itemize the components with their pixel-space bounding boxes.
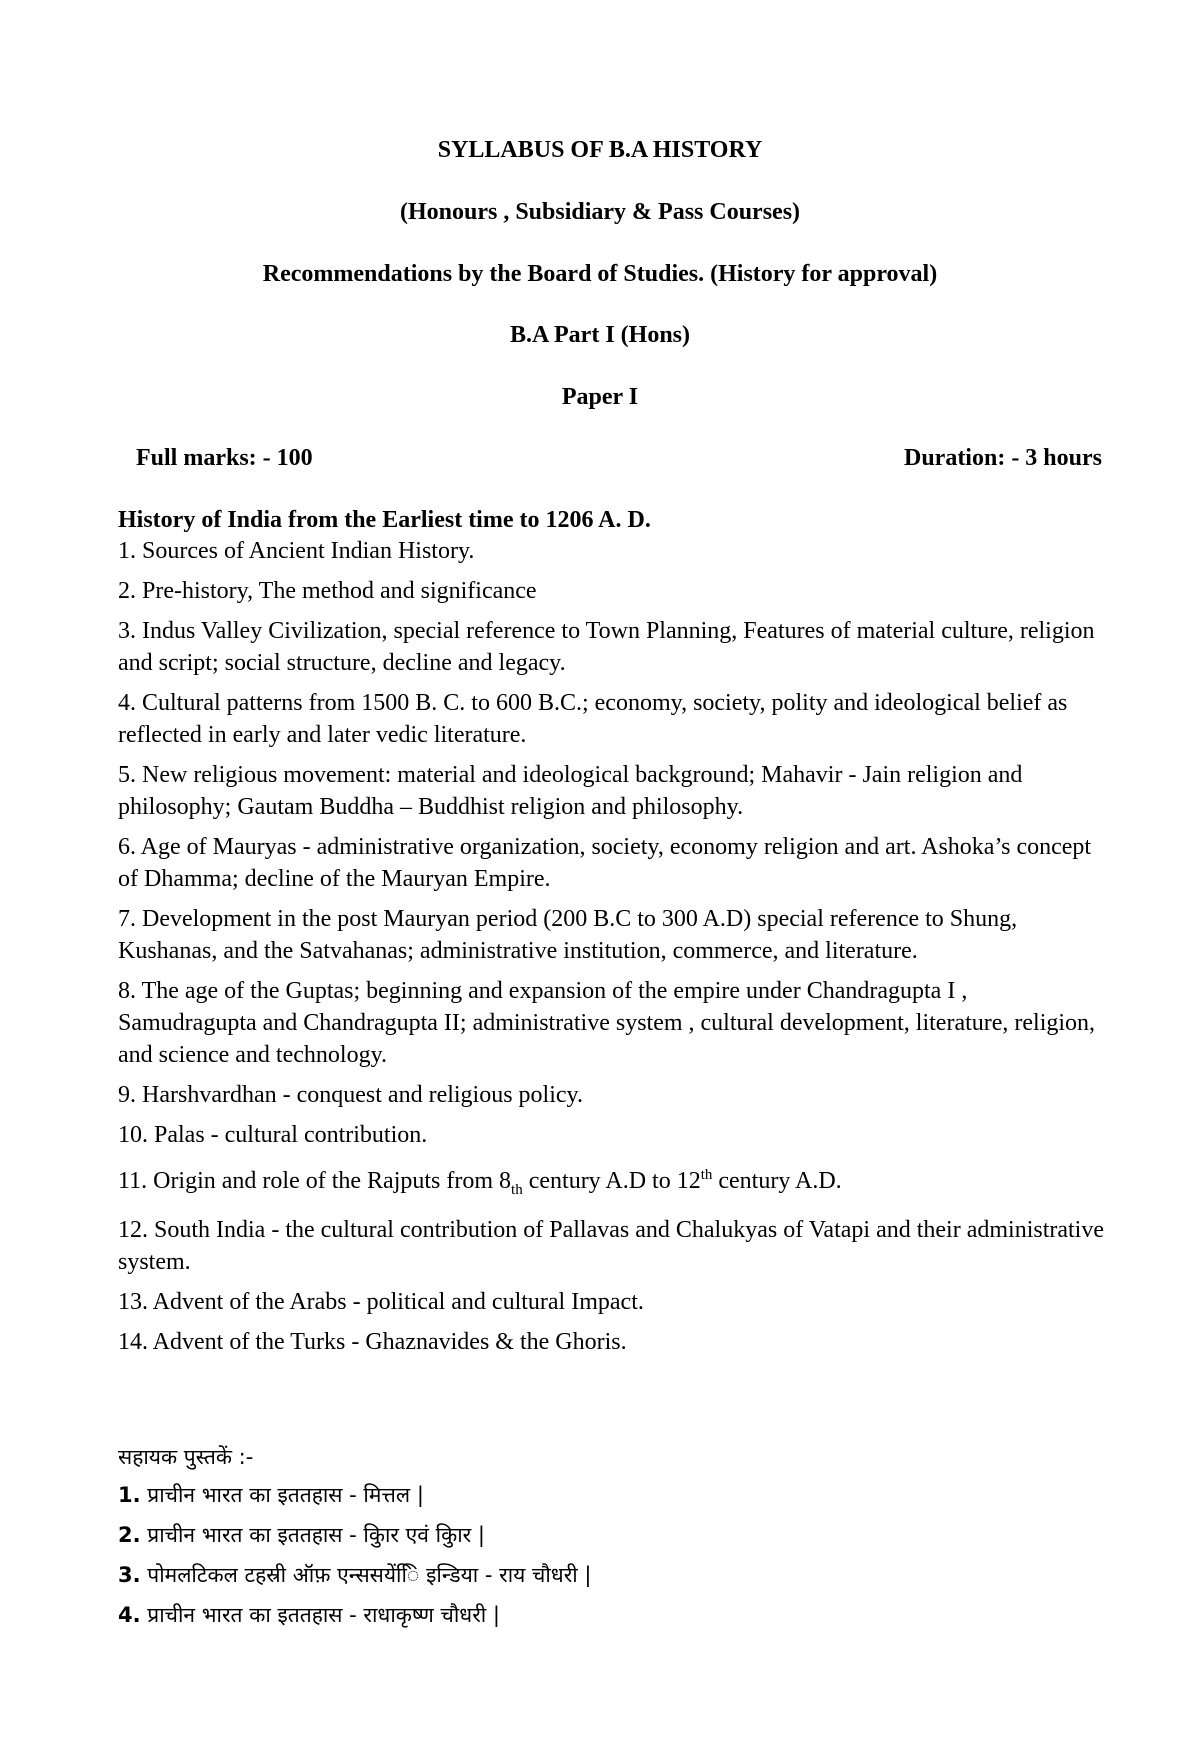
topic-item: 4. Cultural patterns from 1500 B. C. to 600 B.C.; economy, society, polity and ideological belief as reflected in early and later vedic literature. [118,690,1068,748]
topic-item: 8. The age of the Guptas; beginning and expansion of the empire under Chandragupta I , Samudragupta and Chandragupta II; administrative system , cultural development, literature, religion, and science and technology. [118,978,1096,1068]
reference-list [118,1480,1108,1630]
reference-books [118,1442,1108,1640]
reference-item [118,1600,1108,1630]
topic-text: century A.D to 12 [522,1168,701,1194]
reference-text: प्राचीन भारत का इततहास - राधाकृष्ण चौधरी | [140,1603,501,1627]
reference-text: पोमलटिकल टहस्री ऑफ़ एन्ससयेंिि इन्डिया - राय चौधरी | [140,1563,592,1587]
reference-number: 4. [118,1603,141,1627]
course-heading: History of India from the Earliest time to 1206 A. D. [118,507,651,533]
topic-text: 11. Origin and role of the Rajputs from 8 [118,1168,512,1194]
reference-heading: सहायक पुस्तकें :- [118,1445,254,1469]
topic-item: 9. Harshvardhan - conquest and religious policy. [118,1082,583,1108]
reference-number: 2. [118,1523,141,1547]
reference-item [118,1480,1108,1510]
superscript-th: th [511,1181,523,1198]
duration: Duration: - 3 hours [903,445,1102,471]
reference-number: 3. [118,1563,141,1587]
topic-list [118,535,1108,1358]
topic-item: 6. Age of Mauryas - administrative organization, society, economy religion and art. Ashoka’s concept of Dhamma; decline of the Mauryan Empire. [118,834,1092,892]
reference-item [118,1560,1108,1590]
reference-number: 1. [118,1483,141,1507]
topic-item: 1. Sources of Ancient Indian History. [118,538,475,564]
document-title: SYLLABUS OF B.A HISTORY [437,137,763,163]
reference-text: प्राचीन भारत का इततहास - कुिार एवं कुिार | [140,1523,485,1547]
board-recommendation: Recommendations by the Board of Studies. (History for approval) [262,261,938,287]
topic-item: 5. New religious movement: material and ideological background; Mahavir - Jain religion and philosophy; Gautam Buddha – Buddhist religion and philosophy. [118,762,1023,820]
part-label: B.A Part I (Hons) [510,322,690,348]
reference-item [118,1520,1108,1550]
topic-item: 3. Indus Valley Civilization, special reference to Town Planning, Features of material culture, religion and script; social structure, decline and legacy. [118,618,1095,676]
course-types: (Honours , Subsidiary & Pass Courses) [399,199,801,225]
topic-item: 13. Advent of the Arabs - political and cultural Impact. [118,1288,644,1315]
superscript-th: th [700,1167,713,1183]
topic-item: 10. Palas - cultural contribution. [118,1122,428,1148]
full-marks: Full marks: - 100 [136,445,313,471]
topic-item: 7. Development in the post Mauryan period (200 B.C to 300 A.D) special reference to Shung, Kushanas, and the Satvahanas; administrative institution, commerce, and literature. [118,906,1018,964]
topic-item: 14. Advent of the Turks - Ghaznavides & the Ghoris. [118,1328,627,1355]
reference-text: प्राचीन भारत का इततहास - मित्तल | [140,1483,424,1507]
topic-text: century A.D. [712,1168,842,1194]
paper-label: Paper I [561,384,639,410]
topic-item: 2. Pre-history, The method and significance [118,578,537,604]
topic-item-rajputs [118,1159,1108,1206]
topic-item: 12. South India - the cultural contribution of Pallavas and Chalukyas of Vatapi and their administrative system. [118,1216,1105,1275]
course-content [118,505,1108,1366]
